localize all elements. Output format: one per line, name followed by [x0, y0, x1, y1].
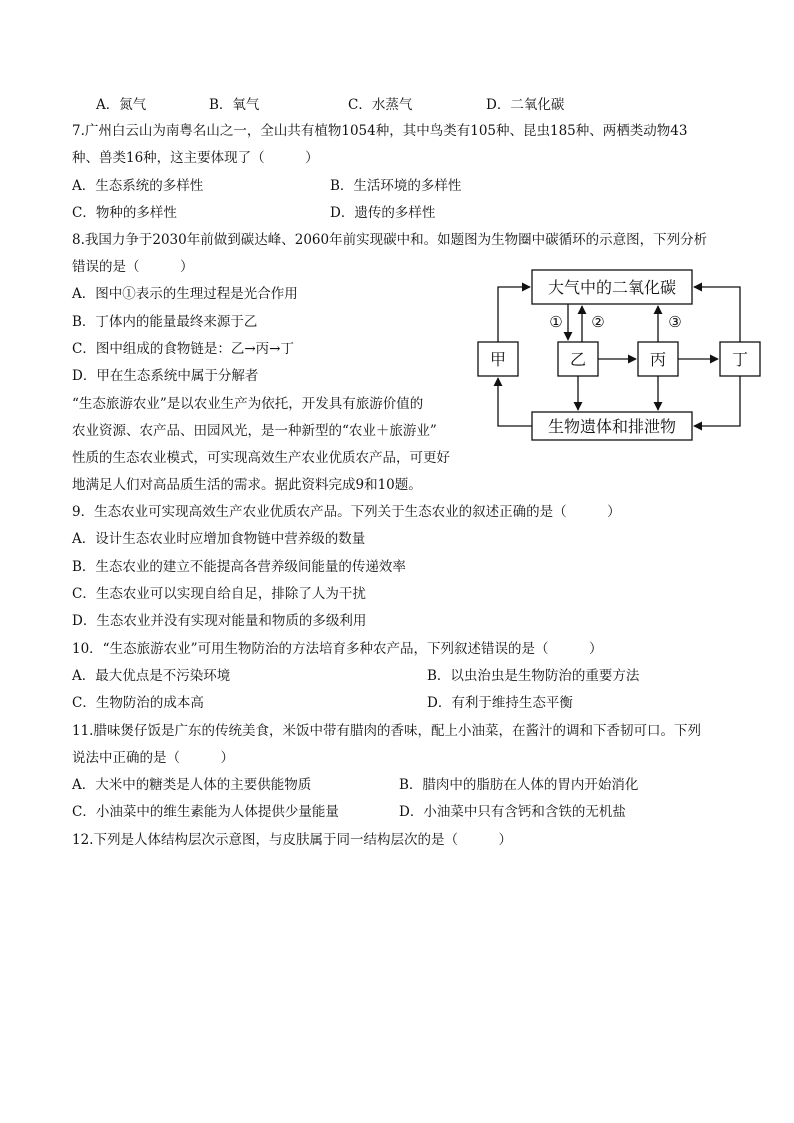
remains-label: 生物遗体和排泄物 — [547, 417, 677, 436]
q8-option-a: A．图中①表示的生理过程是光合作用 — [72, 286, 298, 302]
yi-label: 乙 — [569, 350, 587, 369]
label-3: ③ — [668, 313, 682, 331]
q7-stem-line1: 7.广州白云山为南粤名山之一，全山共有植物1054种，其中鸟类有105种、昆虫185种、两栖类动物43 — [72, 123, 688, 139]
q8-option-d: D．甲在生态系统中属于分解者 — [72, 368, 259, 384]
q7-stem-line2: 种、兽类16种，这主要体现了（ ） — [72, 150, 319, 166]
material-line1: “生态旅游农业”是以农业生产为依托，开发具有旅游价值的 — [72, 396, 424, 412]
q8-option-b: B．丁体内的能量最终来源于乙 — [72, 314, 258, 330]
atmosphere-label: 大气中的二氧化碳 — [547, 278, 677, 297]
q9-option-a: A．设计生态农业时应增加食物链中营养级的数量 — [72, 531, 366, 547]
q9-option-d: D．生态农业并没有实现对能量和物质的多级利用 — [72, 613, 367, 629]
q11-option-b: B．腊肉中的脂肪在人体的胃内开始消化 — [399, 777, 639, 793]
q10-option-d: D．有利于维持生态平衡 — [427, 695, 573, 711]
q9-option-c: C．生态农业可以实现自给自足，排除了人为干扰 — [72, 586, 366, 602]
jia-label: 甲 — [489, 350, 507, 369]
arrow-remains-to-jia — [498, 378, 532, 426]
material-line3: 性质的生态农业模式，可实现高效生产农业优质农产品，可更好 — [72, 450, 450, 466]
q10-option-b: B．以虫治虫是生物防治的重要方法 — [427, 668, 640, 684]
material-line4: 地满足人们对高品质生活的需求。据此资料完成9和10题。 — [72, 477, 422, 493]
q11-stem-line2: 说法中正确的是（ ） — [72, 750, 234, 766]
q6-option-c: C．水蒸气 — [348, 97, 413, 113]
q6-option-b: B．氧气 — [209, 97, 260, 113]
bing-label: 丙 — [649, 350, 667, 369]
carbon-cycle-diagram — [470, 266, 770, 442]
q6-option-d: D．二氧化碳 — [486, 97, 565, 113]
q12-stem: 12.下列是人体结构层次示意图，与皮肤属于同一结构层次的是（ ） — [72, 832, 512, 848]
q11-option-c: C．小油菜中的维生素能为人体提供少量能量 — [72, 804, 339, 820]
label-2: ② — [591, 313, 605, 331]
q7-option-d: D．遗传的多样性 — [330, 205, 436, 221]
material-line2: 农业资源、农产品、田园风光，是一种新型的“农业＋旅游业” — [72, 423, 437, 439]
arrow-jia-to-atmosphere — [498, 287, 530, 342]
q11-option-a: A．大米中的糖类是人体的主要供能物质 — [72, 777, 312, 793]
q9-option-b: B．生态农业的建立不能提高各营养级间能量的传递效率 — [72, 559, 406, 575]
q11-option-d: D．小油菜中只有含钙和含铁的无机盐 — [399, 804, 626, 820]
q7-option-c: C．物种的多样性 — [72, 205, 177, 221]
q9-stem: 9．生态农业可实现高效生产农业优质农产品。下列关于生态农业的叙述正确的是（ ） — [72, 504, 621, 520]
q10-stem: 10．“生态旅游农业”可用生物防治的方法培育多种农产品，下列叙述错误的是（ ） — [72, 641, 603, 657]
q8-option-c: C．图中组成的食物链是：乙→丙→丁 — [72, 341, 294, 357]
q8-stem-line2: 错误的是（ ） — [72, 259, 194, 275]
q7-option-a: A．生态系统的多样性 — [72, 178, 204, 194]
q10-option-c: C．生物防治的成本高 — [72, 695, 204, 711]
q11-stem-line1: 11.腊味煲仔饭是广东的传统美食，米饭中带有腊肉的香味，配上小油菜，在酱汁的调和下香韧可口。下列 — [72, 723, 701, 739]
q10-option-a: A．最大优点是不污染环境 — [72, 668, 231, 684]
ding-label: 丁 — [731, 350, 749, 369]
label-1: ① — [549, 313, 563, 331]
q8-stem-line1: 8.我国力争于2030年前做到碳达峰、2060年前实现碳中和。如题图为生物圈中碳循环的示意图，下列分析 — [72, 232, 708, 248]
arrow-ding-to-remains — [694, 376, 740, 426]
q6-option-a: A．氮气 — [96, 97, 147, 113]
q7-option-b: B．生活环境的多样性 — [330, 178, 462, 194]
arrow-ding-to-atmosphere — [694, 287, 740, 342]
